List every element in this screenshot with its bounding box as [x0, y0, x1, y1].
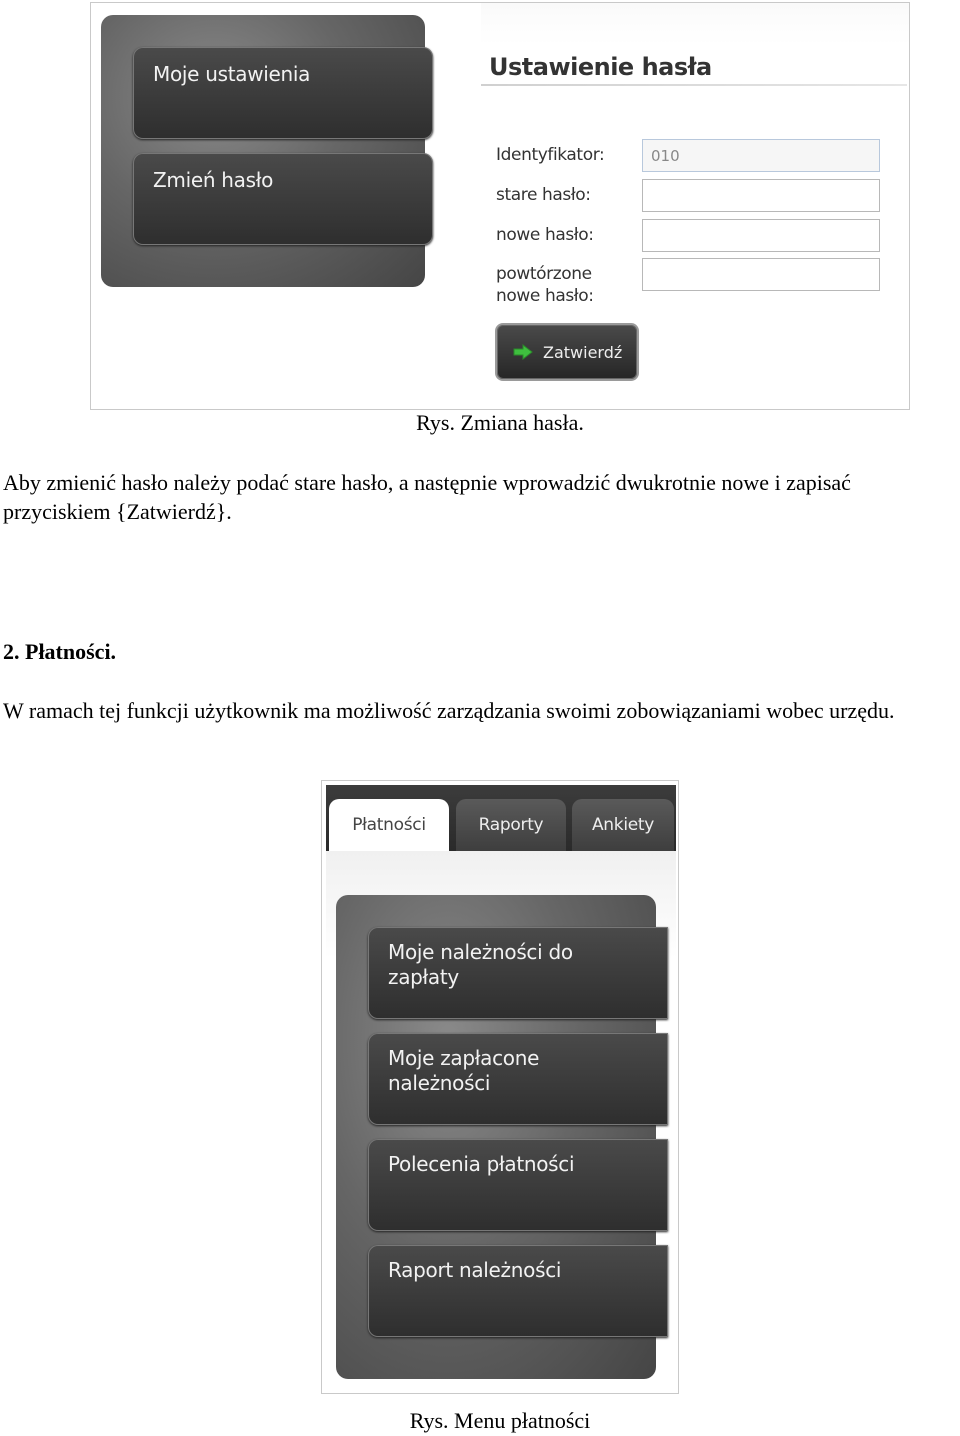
menu-item-label-line1: Moje zapłacone [388, 1046, 540, 1070]
tab-surveys[interactable] [572, 799, 674, 851]
menu-item-dues-report[interactable] [368, 1245, 668, 1337]
repeat-password-label-line1: powtórzone [496, 264, 592, 284]
figure2-caption: Rys. Menu płatności [409, 1408, 591, 1433]
payments-menu-figure [321, 780, 679, 1394]
repeat-password-label-line2: nowe hasło: [496, 286, 594, 306]
tab-payments[interactable] [329, 799, 449, 851]
menu-item-label-line1: Polecenia płatności [388, 1152, 575, 1176]
menu-item-my-settings[interactable] [133, 47, 433, 139]
form-title-divider [481, 84, 907, 86]
tab-reports[interactable] [456, 799, 566, 851]
menu-item-label-line2: zapłaty [388, 965, 459, 989]
identifier-field[interactable]: 010 [642, 139, 880, 172]
new-password-label: nowe hasło: [496, 225, 594, 245]
form-title: Ustawienie hasła [489, 53, 712, 81]
settings-side-panel [101, 15, 425, 287]
arrow-right-icon [513, 344, 533, 360]
password-change-figure [90, 2, 910, 410]
new-password-field[interactable] [642, 219, 880, 252]
menu-item-label-line1: Moje należności do [388, 940, 573, 964]
tab-bar [326, 785, 676, 851]
repeat-password-label [496, 263, 594, 307]
repeat-password-field[interactable] [642, 258, 880, 291]
tab-label: Raporty [478, 815, 544, 835]
tab-label: Ankiety [591, 815, 655, 835]
identifier-label: Identyfikator: [496, 145, 605, 165]
menu-item-label-line1: Raport należności [388, 1258, 562, 1282]
menu-item-label: Zmień hasło [153, 168, 274, 192]
form-title-background [481, 3, 909, 45]
paragraph-payments: W ramach tej funkcji użytkownik ma możliwość zarządzania swoimi zobowiązaniami wobec urzędu. [3, 698, 895, 723]
paragraph-password: Aby zmienić hasło należy podać stare hasło, a następnie wprowadzić dwukrotnie nowe i zapisać przyciskiem {Zatwierdź}. [3, 470, 851, 524]
submit-button[interactable] [497, 325, 637, 379]
menu-item-label-line2: należności [388, 1071, 491, 1095]
menu-item-dues-to-pay[interactable] [368, 927, 668, 1019]
submit-button-label: Zatwierdź [543, 342, 623, 362]
figure1-caption: Rys. Zmiana hasła. [416, 410, 584, 435]
tab-label: Płatności [352, 815, 426, 835]
menu-item-paid-dues[interactable] [368, 1033, 668, 1125]
menu-item-label: Moje ustawienia [153, 62, 311, 86]
menu-item-payment-orders[interactable] [368, 1139, 668, 1231]
old-password-field[interactable] [642, 179, 880, 212]
section-heading-payments: 2. Płatności. [3, 639, 117, 664]
old-password-label: stare hasło: [496, 185, 591, 205]
menu-item-change-password[interactable] [133, 153, 433, 245]
